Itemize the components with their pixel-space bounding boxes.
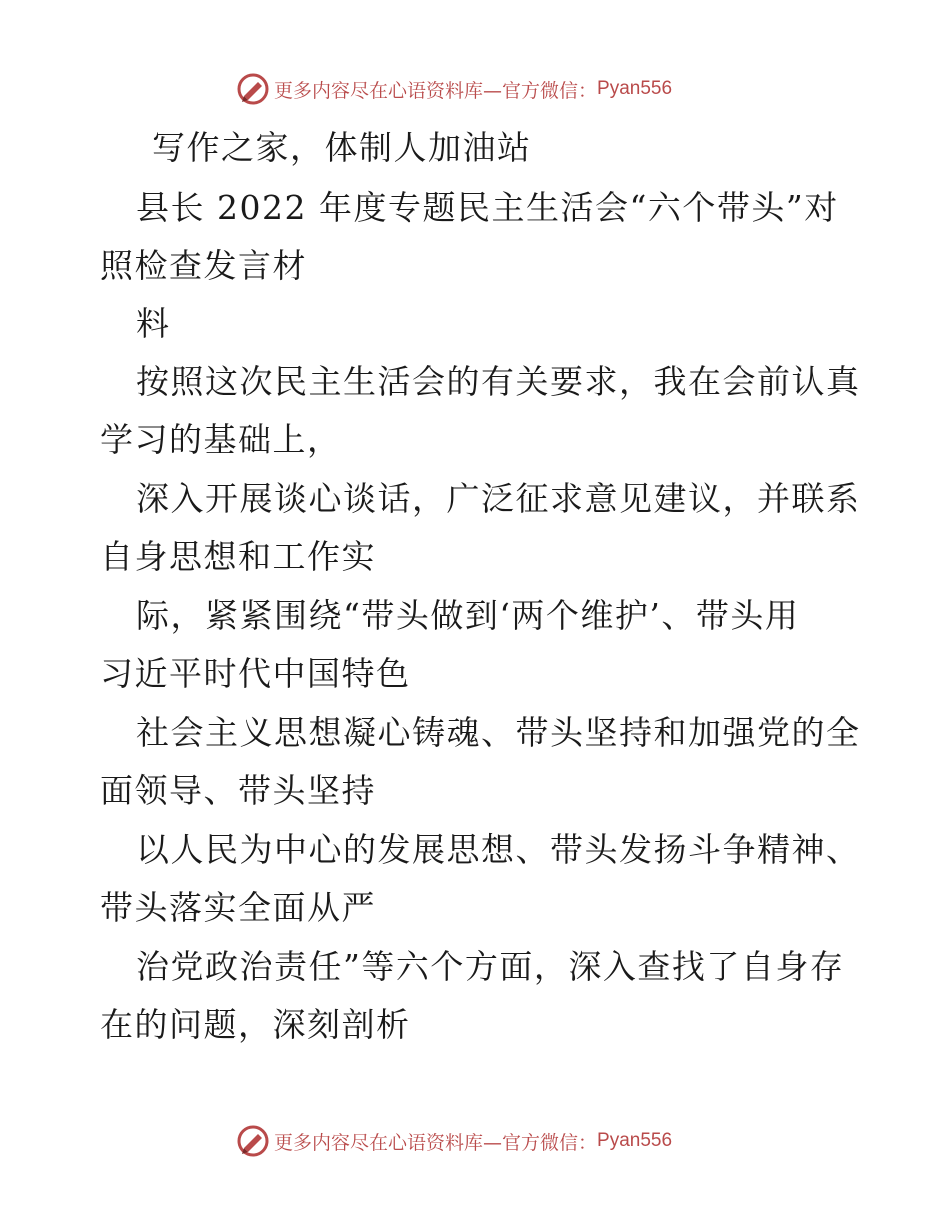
body-line: 带头落实全面从严	[100, 888, 376, 927]
body-line: 以人民为中心的发展思想、带头发扬斗争精神、	[136, 830, 861, 869]
title-line-1: 县长 2022 年度专题民主生活会“六个带头”对	[136, 188, 839, 227]
watermark-account: Pyan556	[597, 1130, 673, 1151]
title-line-3: 料	[136, 304, 171, 343]
watermark-text: 更多内容尽在心语资料库—官方微信：	[274, 79, 598, 102]
pen-logo-icon	[236, 72, 270, 106]
body-line: 在的问题，深刻剖析	[100, 1005, 411, 1044]
title-line-2: 照检查发言材	[100, 246, 307, 285]
body-line: 习近平时代中国特色	[100, 654, 411, 693]
header-line: 写作之家，体制人加油站	[152, 128, 532, 167]
body-line: 面领导、带头坚持	[100, 771, 376, 810]
watermark-text: 更多内容尽在心语资料库—官方微信：	[274, 1131, 598, 1154]
body-line: 按照这次民主生活会的有关要求，我在会前认真	[136, 362, 861, 401]
body-line: 自身思想和工作实	[100, 537, 376, 576]
body-line: 际，紧紧围绕“带头做到‘两个维护’、带头用	[136, 596, 800, 635]
body-line: 学习的基础上，	[100, 420, 342, 459]
body-line: 深入开展谈心谈话，广泛征求意见建议，并联系	[136, 479, 861, 518]
watermark-bottom	[236, 1124, 672, 1158]
pen-logo-icon	[236, 1124, 270, 1158]
watermark-account: Pyan556	[597, 78, 673, 99]
watermark-top	[236, 72, 672, 106]
body-line: 社会主义思想凝心铸魂、带头坚持和加强党的全	[136, 713, 861, 752]
body-line: 治党政治责任”等六个方面，深入查找了自身存	[136, 947, 845, 986]
